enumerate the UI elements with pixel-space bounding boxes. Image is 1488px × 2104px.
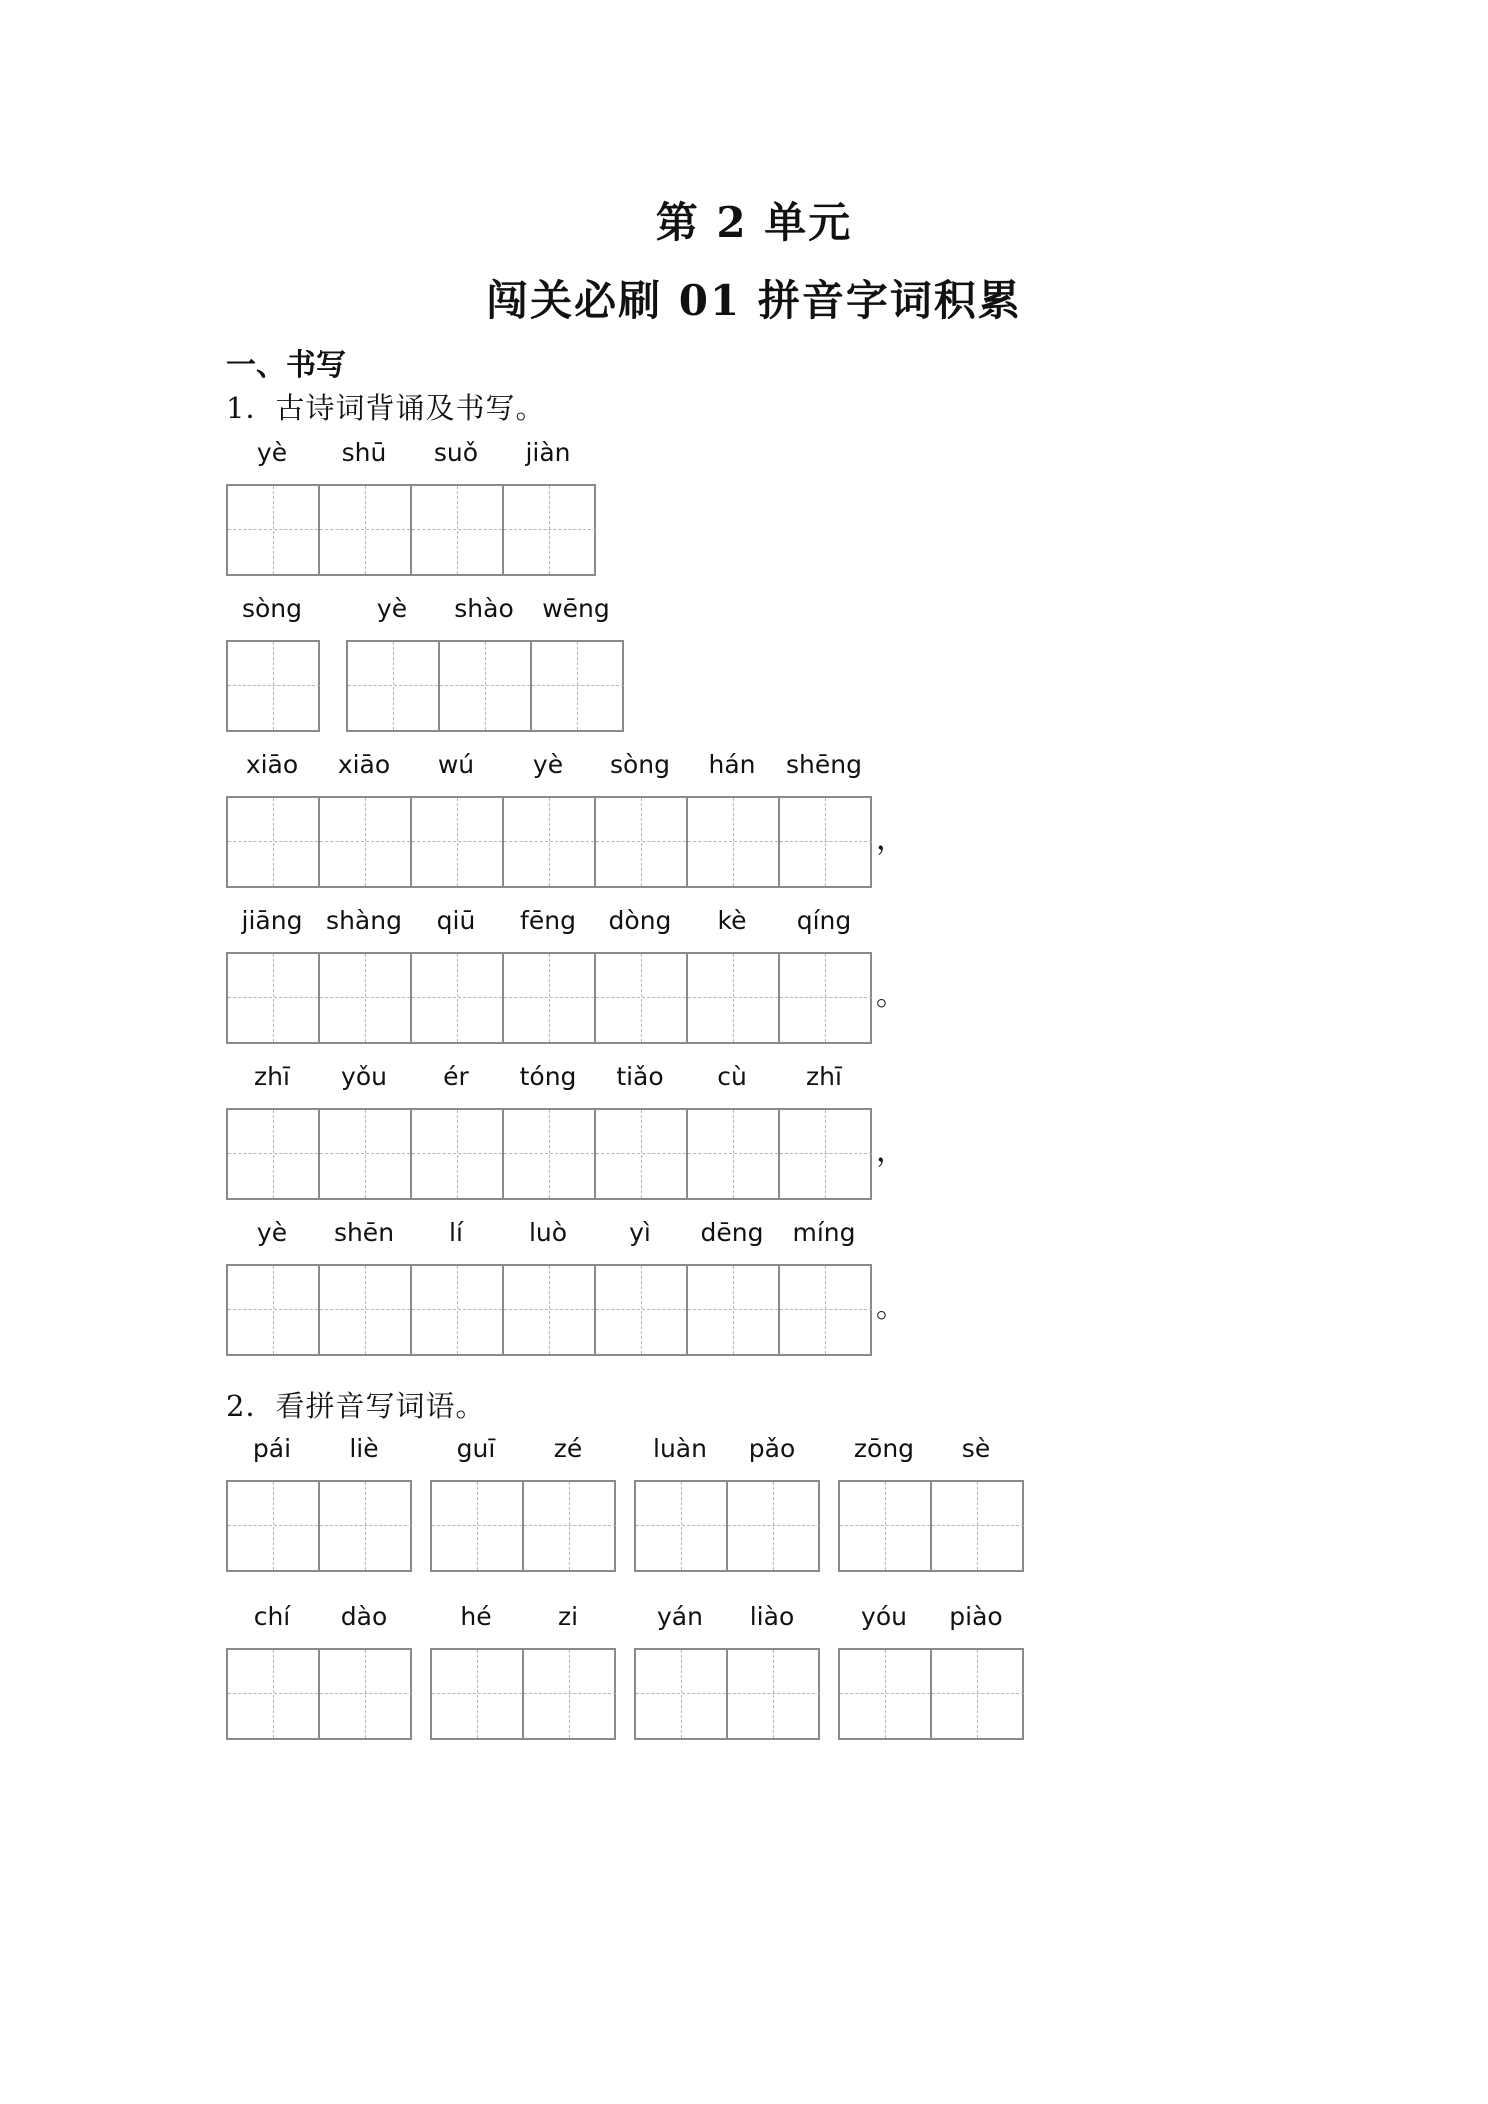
tianzige-cell[interactable]: [932, 1650, 1024, 1738]
tianzige-cell[interactable]: [840, 1482, 932, 1570]
pinyin-label: jiāng: [241, 906, 303, 935]
tianzige-cell[interactable]: [228, 954, 320, 1042]
tianzige-cell[interactable]: [524, 1650, 616, 1738]
pinyin-label: luò: [528, 1218, 568, 1247]
tianzige-cell[interactable]: [780, 1266, 872, 1354]
tianzige-cell[interactable]: [596, 1266, 688, 1354]
tianzige-group: [838, 1648, 1024, 1740]
tianzige-cell[interactable]: [228, 1650, 320, 1738]
pinyin-label: yì: [629, 1218, 651, 1247]
tianzige-group: [226, 1108, 872, 1200]
tianzige-cell[interactable]: [412, 954, 504, 1042]
tianzige-group: [430, 1648, 616, 1740]
section-heading: 一、书写: [226, 348, 346, 383]
tianzige-cell[interactable]: [320, 1650, 412, 1738]
tianzige-cell[interactable]: [228, 1110, 320, 1198]
pinyin-label: sòng: [609, 750, 671, 779]
pinyin-label: shàng: [326, 906, 402, 935]
pinyin-label: cù: [717, 1062, 747, 1091]
pinyin-label: yè: [376, 594, 408, 623]
pinyin-label: zhī: [806, 1062, 842, 1091]
tianzige-group: [634, 1648, 820, 1740]
page-title: 闯关必刷 01 拼音字词积累: [486, 276, 1022, 325]
pinyin-label: shēn: [333, 1218, 395, 1247]
tianzige-cell[interactable]: [412, 1266, 504, 1354]
punctuation-mark: 。: [876, 1290, 906, 1325]
tianzige-cell[interactable]: [228, 1482, 320, 1570]
pinyin-label: liào: [749, 1602, 795, 1631]
tianzige-cell[interactable]: [320, 954, 412, 1042]
tianzige-cell[interactable]: [524, 1482, 616, 1570]
tianzige-group: [226, 1480, 412, 1572]
tianzige-cell[interactable]: [432, 1482, 524, 1570]
tianzige-cell[interactable]: [932, 1482, 1024, 1570]
pinyin-label: shēng: [786, 750, 862, 779]
pinyin-label: dēng: [700, 1218, 764, 1247]
tianzige-cell[interactable]: [320, 1482, 412, 1570]
tianzige-cell[interactable]: [412, 486, 504, 574]
tianzige-group: [226, 952, 872, 1044]
tianzige-group: [226, 796, 872, 888]
tianzige-cell[interactable]: [596, 798, 688, 886]
pinyin-label: chí: [253, 1602, 291, 1631]
pinyin-label: yè: [256, 438, 288, 467]
pinyin-label: zé: [553, 1434, 583, 1463]
pinyin-label: zhī: [254, 1062, 290, 1091]
pinyin-label: zōng: [853, 1434, 915, 1463]
pinyin-label: shào: [454, 594, 514, 623]
tianzige-cell[interactable]: [320, 798, 412, 886]
tianzige-group: [838, 1480, 1024, 1572]
pinyin-label: ér: [443, 1062, 469, 1091]
tianzige-cell[interactable]: [780, 954, 872, 1042]
question-1-label: 1．古诗词背诵及书写。: [226, 391, 546, 425]
pinyin-label: tóng: [519, 1062, 577, 1091]
pinyin-label: guī: [456, 1434, 496, 1463]
tianzige-cell[interactable]: [228, 798, 320, 886]
pinyin-label: yǒu: [341, 1062, 387, 1091]
tianzige-group: [226, 484, 596, 576]
pinyin-label: tiǎo: [616, 1062, 664, 1091]
pinyin-label: qíng: [796, 906, 852, 935]
tianzige-cell[interactable]: [636, 1650, 728, 1738]
pinyin-label: míng: [792, 1218, 856, 1247]
tianzige-cell[interactable]: [728, 1650, 820, 1738]
pinyin-label: dào: [340, 1602, 388, 1631]
pinyin-label: yóu: [861, 1602, 907, 1631]
pinyin-label: pái: [252, 1434, 292, 1463]
question-2-label: 2．看拼音写词语。: [226, 1389, 486, 1423]
pinyin-label: wēng: [542, 594, 610, 623]
tianzige-cell[interactable]: [636, 1482, 728, 1570]
unit-title: 第 2 单元: [655, 198, 853, 247]
pinyin-label: hé: [460, 1602, 492, 1631]
tianzige-cell[interactable]: [320, 1110, 412, 1198]
tianzige-cell[interactable]: [348, 642, 440, 730]
pinyin-label: kè: [717, 906, 747, 935]
tianzige-group: [634, 1480, 820, 1572]
pinyin-label: yán: [657, 1602, 703, 1631]
pinyin-label: yè: [532, 750, 564, 779]
tianzige-cell[interactable]: [780, 1110, 872, 1198]
tianzige-cell[interactable]: [320, 1266, 412, 1354]
tianzige-cell[interactable]: [688, 954, 780, 1042]
pinyin-label: sòng: [241, 594, 303, 623]
tianzige-cell[interactable]: [412, 798, 504, 886]
pinyin-label: pǎo: [748, 1434, 796, 1463]
tianzige-cell[interactable]: [228, 1266, 320, 1354]
punctuation-mark: ，: [876, 822, 906, 857]
tianzige-cell[interactable]: [780, 798, 872, 886]
pinyin-label: xiāo: [337, 750, 391, 779]
tianzige-cell[interactable]: [504, 798, 596, 886]
pinyin-label: liè: [349, 1434, 379, 1463]
punctuation-mark: ，: [876, 1134, 906, 1169]
tianzige-cell[interactable]: [532, 642, 624, 730]
tianzige-group: [226, 1264, 872, 1356]
pinyin-label: jiàn: [525, 438, 571, 467]
tianzige-cell[interactable]: [596, 954, 688, 1042]
pinyin-label: hán: [708, 750, 756, 779]
pinyin-label: piào: [949, 1602, 1003, 1631]
tianzige-cell[interactable]: [596, 1110, 688, 1198]
tianzige-cell[interactable]: [504, 1110, 596, 1198]
tianzige-cell[interactable]: [688, 1110, 780, 1198]
pinyin-label: qiū: [436, 906, 476, 935]
tianzige-cell[interactable]: [504, 1266, 596, 1354]
pinyin-label: dòng: [608, 906, 672, 935]
tianzige-group: [430, 1480, 616, 1572]
pinyin-label: fēng: [520, 906, 576, 935]
tianzige-cell[interactable]: [320, 486, 412, 574]
pinyin-label: xiāo: [245, 750, 299, 779]
pinyin-label: lí: [449, 1218, 463, 1247]
tianzige-group: [346, 640, 624, 732]
tianzige-group: [226, 640, 320, 732]
tianzige-cell[interactable]: [688, 798, 780, 886]
punctuation-mark: 。: [876, 978, 906, 1013]
tianzige-cell[interactable]: [412, 1110, 504, 1198]
pinyin-label: yè: [256, 1218, 288, 1247]
pinyin-label: sè: [961, 1434, 991, 1463]
tianzige-cell[interactable]: [440, 642, 532, 730]
tianzige-cell[interactable]: [840, 1650, 932, 1738]
pinyin-label: luàn: [653, 1434, 707, 1463]
tianzige-cell[interactable]: [228, 642, 320, 730]
tianzige-cell[interactable]: [688, 1266, 780, 1354]
tianzige-cell[interactable]: [728, 1482, 820, 1570]
tianzige-cell[interactable]: [504, 954, 596, 1042]
tianzige-group: [226, 1648, 412, 1740]
pinyin-label: wú: [437, 750, 475, 779]
tianzige-cell[interactable]: [228, 486, 320, 574]
tianzige-cell[interactable]: [504, 486, 596, 574]
pinyin-label: shū: [341, 438, 387, 467]
pinyin-label: suǒ: [433, 438, 479, 467]
pinyin-label: zi: [557, 1602, 579, 1631]
tianzige-cell[interactable]: [432, 1650, 524, 1738]
